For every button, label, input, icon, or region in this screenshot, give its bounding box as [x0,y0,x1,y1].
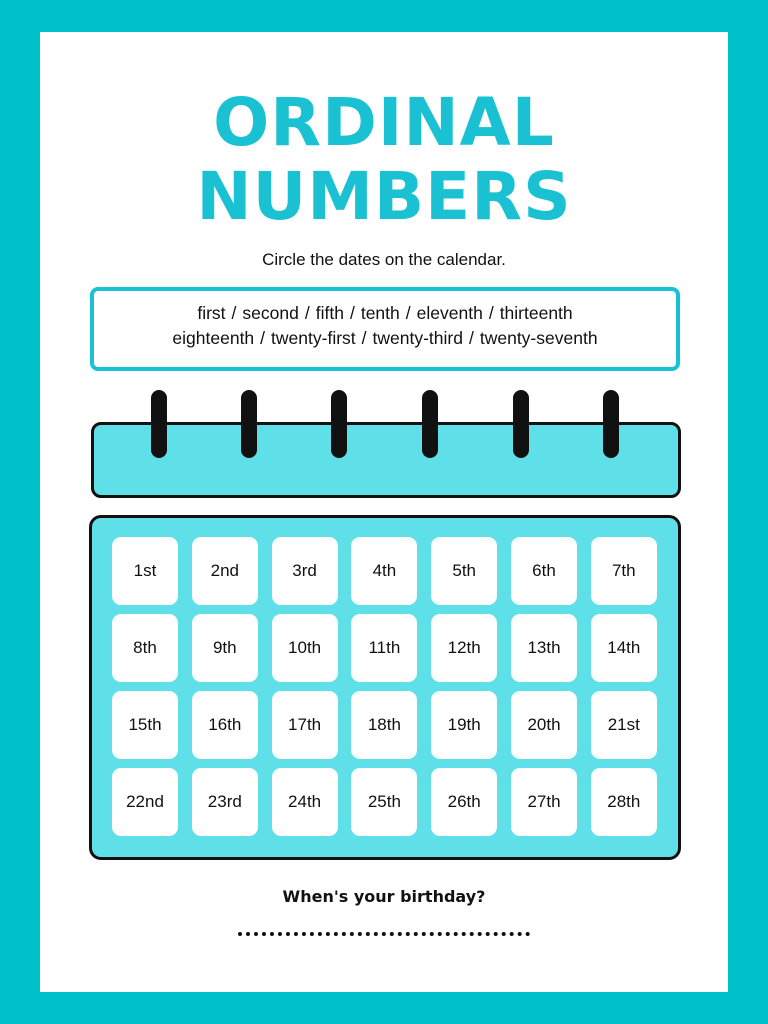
instruction-text: Circle the dates on the calendar. [262,250,506,269]
calendar-grid [89,515,681,860]
calendar-date-cell[interactable]: 27th [511,768,577,836]
worksheet [40,32,728,992]
calendar-date-cell[interactable]: 21st [591,691,657,759]
word-bank-word: twenty-seventh [479,328,598,348]
word-bank [90,287,680,371]
word-bank-word: tenth [360,303,400,323]
calendar-date-cell[interactable]: 2nd [192,537,258,605]
calendar-date-cell[interactable]: 28th [591,768,657,836]
calendar-date-cell[interactable]: 20th [511,691,577,759]
calendar-date-cell[interactable]: 23rd [192,768,258,836]
word-bank-row-2 [94,328,676,349]
birthday-question: When's your birthday? [282,887,486,906]
word-separator: / [405,303,411,323]
title-line-1: ORDINAL [213,84,555,161]
calendar-date-cell[interactable]: 22nd [112,768,178,836]
calendar-date-cell[interactable]: 3rd [272,537,338,605]
calendar-date-cell[interactable]: 5th [431,537,497,605]
calendar-date-cell[interactable]: 18th [351,691,417,759]
calendar-date-cell[interactable]: 24th [272,768,338,836]
calendar-date-cell[interactable]: 15th [112,691,178,759]
word-separator: / [349,303,355,323]
word-bank-word: twenty-first [271,328,356,348]
word-separator: / [488,303,494,323]
calendar-date-cell[interactable]: 25th [351,768,417,836]
calendar-date-cell[interactable]: 19th [431,691,497,759]
calendar-ring [513,390,529,458]
word-bank-row-1 [94,303,676,324]
word-bank-word: thirteenth [499,303,573,323]
word-bank-word: fifth [315,303,344,323]
calendar-date-cell[interactable]: 14th [591,614,657,682]
calendar-date-cell[interactable]: 10th [272,614,338,682]
calendar-date-cell[interactable]: 17th [272,691,338,759]
calendar-date-cell[interactable]: 4th [351,537,417,605]
calendar-ring [241,390,257,458]
calendar-date-cell[interactable]: 26th [431,768,497,836]
word-bank-word: first [197,303,226,323]
calendar-date-cell[interactable]: 7th [591,537,657,605]
word-separator: / [361,328,367,348]
calendar-date-cell[interactable]: 12th [431,614,497,682]
word-separator: / [231,303,237,323]
word-separator: / [260,328,266,348]
word-bank-word: second [242,303,299,323]
calendar-ring [422,390,438,458]
calendar-date-cell[interactable]: 11th [351,614,417,682]
word-bank-word: twenty-third [372,328,463,348]
calendar-header [91,422,681,498]
answer-line[interactable] [238,932,530,936]
word-bank-word: eleventh [416,303,483,323]
word-separator: / [468,328,474,348]
calendar-date-cell[interactable]: 13th [511,614,577,682]
calendar-date-cell[interactable]: 1st [112,537,178,605]
title-line-2: NUMBERS [196,158,572,235]
calendar-date-cell[interactable]: 6th [511,537,577,605]
calendar-ring [603,390,619,458]
calendar-date-cell[interactable]: 9th [192,614,258,682]
word-separator: / [304,303,310,323]
calendar-ring [331,390,347,458]
calendar-ring [151,390,167,458]
calendar-date-cell[interactable]: 16th [192,691,258,759]
word-bank-word: eighteenth [172,328,255,348]
calendar-date-cell[interactable]: 8th [112,614,178,682]
